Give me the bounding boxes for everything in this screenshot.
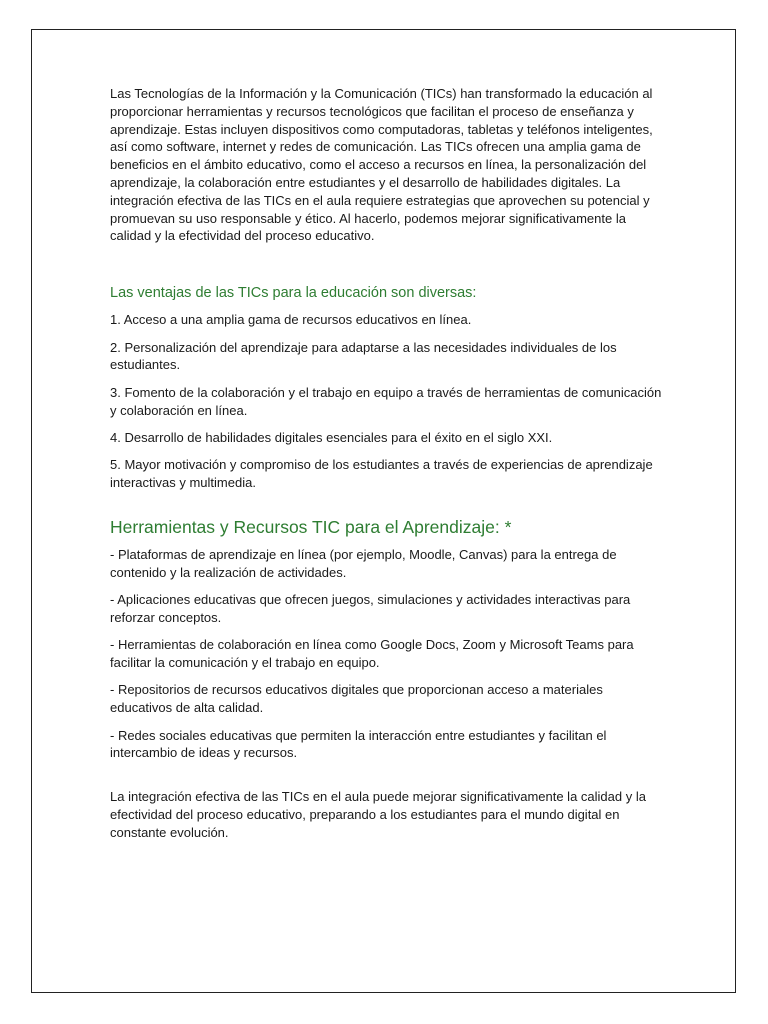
document-content <box>110 85 662 842</box>
conclusion-paragraph: La integración efectiva de las TICs en el aula puede mejorar significativamente la calidad y la efectividad del proceso educativo, preparando a los estudiantes para el mundo digital en constante evolución. <box>110 789 646 840</box>
herramientas-section <box>110 515 662 762</box>
intro-paragraph: Las Tecnologías de la Información y la Comunicación (TICs) han transformado la educación al proporcionar herramientas y recursos tecnológicos que facilitan el proceso de enseñanza y aprendizaje. Estas incluyen dispositivos como computadoras, tabletas y teléfonos inteligentes, así como software, internet y redes de comunicación. Las TICs ofrecen una amplia gama de beneficios en el ámbito educativo, como el acceso a recursos en línea, la personalización del aprendizaje, la colaboración entre estudiantes y el desarrollo de habilidades digitales. La integración efectiva de las TICs en el aula requiere estrategias que aprovechen su potencial y promuevan su uso responsable y ético. Al hacerlo, podemos mejorar significativamente la calidad y la efectividad del proceso educativo. <box>110 86 653 244</box>
herramientas-heading: Herramientas y Recursos TIC para el Aprendizaje: * <box>110 516 512 537</box>
herramientas-item: - Plataformas de aprendizaje en línea (por ejemplo, Moodle, Canvas) para la entrega de contenido y la realización de actividades. <box>110 546 617 580</box>
herramientas-item: - Redes sociales educativas que permiten la interacción entre estudiantes y facilitan el intercambio de ideas y recursos. <box>110 727 607 761</box>
ventajas-item: 1. Acceso a una amplia gama de recursos educativos en línea. <box>110 312 472 328</box>
herramientas-item: - Aplicaciones educativas que ofrecen juegos, simulaciones y actividades interactivas para reforzar conceptos. <box>110 592 631 625</box>
ventajas-item: 2. Personalización del aprendizaje para adaptarse a las necesidades individuales de los estudiantes. <box>110 339 617 373</box>
ventajas-section <box>110 283 662 492</box>
ventajas-item: 5. Mayor motivación y compromiso de los estudiantes a través de experiencias de aprendizaje interactivas y multimedia. <box>110 457 653 491</box>
herramientas-item: - Herramientas de colaboración en línea como Google Docs, Zoom y Microsoft Teams para facilitar la comunicación y el trabajo en equipo. <box>110 637 634 671</box>
ventajas-heading: Las ventajas de las TICs para la educación son diversas: <box>110 285 477 302</box>
ventajas-item: 3. Fomento de la colaboración y el trabajo en equipo a través de herramientas de comunicación y colaboración en línea. <box>110 384 662 418</box>
document-page <box>31 29 736 993</box>
ventajas-item: 4. Desarrollo de habilidades digitales esenciales para el éxito en el siglo XXI. <box>110 429 553 445</box>
herramientas-item: - Repositorios de recursos educativos digitales que proporcionan acceso a materiales educativos de alta calidad. <box>110 682 603 716</box>
